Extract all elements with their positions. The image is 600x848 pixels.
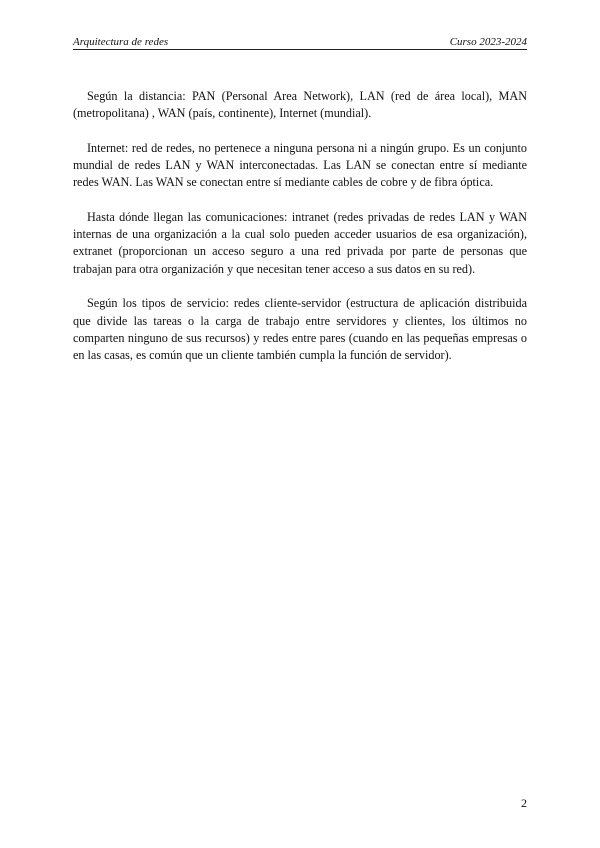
document-body [73, 88, 527, 382]
page-header [73, 36, 527, 50]
page-number: 2 [521, 796, 527, 810]
paragraph-internet: Internet: red de redes, no pertenece a ninguna persona ni a ningún grupo. Es un conjunto mundial de redes LAN y WAN interconectadas. Las LAN se conectan entre sí mediante redes WAN. Las WAN se conectan entre sí mediante cables de cobre y de fibra óptica. [73, 140, 527, 190]
header-course-subject: Arquitectura de redes [73, 36, 169, 48]
paragraph-distance: Según la distancia: PAN (Personal Area Network), LAN (red de área local), MAN (metropolitana) , WAN (país, continente), Internet (mundial). [73, 89, 527, 121]
header-course-year: Curso 2023-2024 [449, 36, 527, 48]
paragraph-communications-reach: Hasta dónde llegan las comunicaciones: intranet (redes privadas de redes LAN y WAN internas de una organización a la cual solo pueden acceder usuarios de esa organización), extranet (proporcionan un acceso seguro a una red privada por parte de personas que trabajan para otra organización y que necesitan tener acceso a sus datos en su red). [73, 210, 527, 276]
paragraph-service-types: Según los tipos de servicio: redes cliente-servidor (estructura de aplicación distribuida que divide las tareas o la carga de trabajo entre servidores y clientes, los últimos no comparten ninguno de sus recursos) y redes entre pares (cuando en las pequeñas empresas o en las casas, es común que un cliente también cumpla la función de servidor). [73, 296, 527, 362]
